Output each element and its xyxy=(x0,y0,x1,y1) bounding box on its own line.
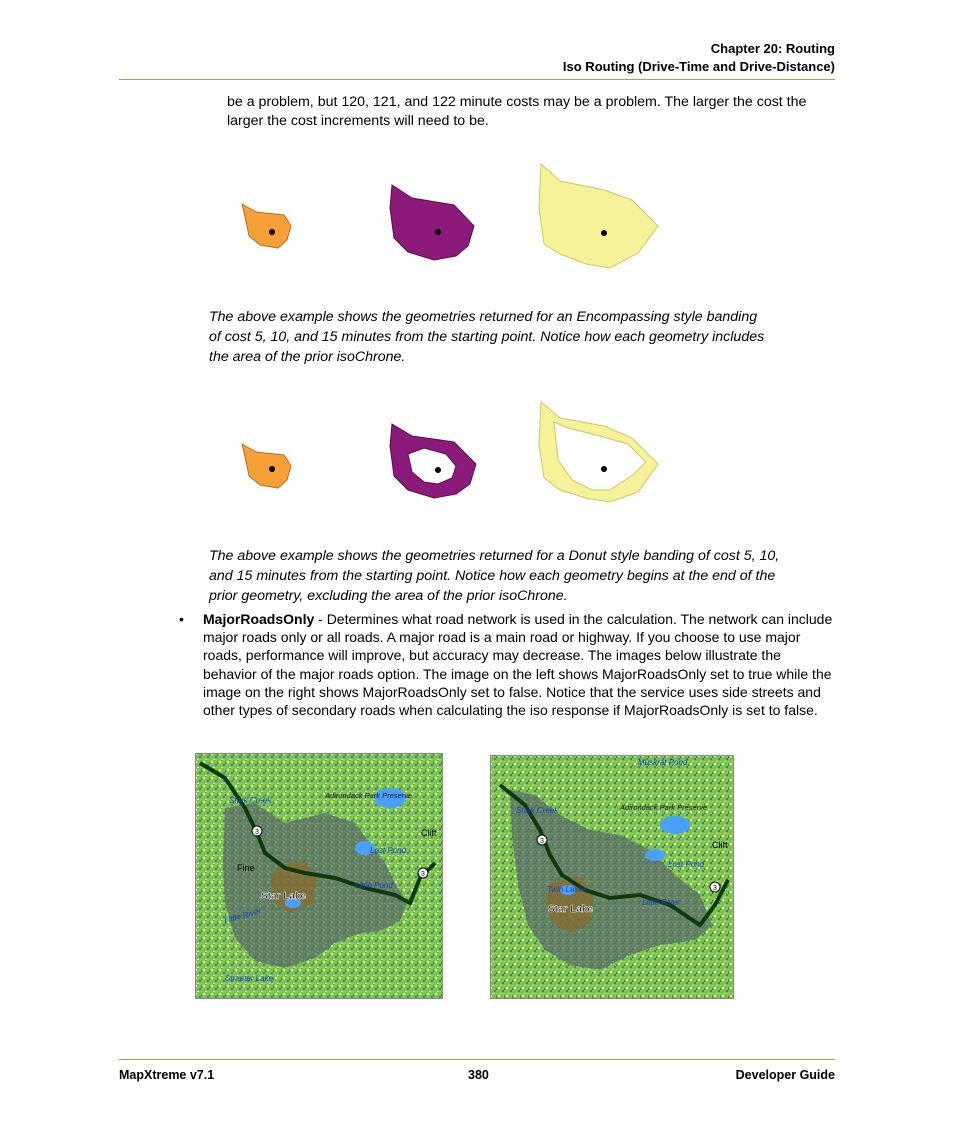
donut-band-10-polygon xyxy=(390,424,476,498)
footer-page-number: 380 xyxy=(468,1068,489,1082)
map-left-label-c: Clift xyxy=(421,828,437,838)
bullet-marker: • xyxy=(179,611,184,627)
map-major-roads-true xyxy=(195,753,443,999)
encompassing-figure xyxy=(230,158,670,274)
footer-product: MapXtreme v7.1 xyxy=(119,1068,215,1082)
map-right-label-e: Lost Pond xyxy=(668,860,705,869)
major-roads-description: - Determines what road network is used in the calculation. The network can include major roads only or all roads. A major road is a main road or highway. If you choose to use major roads, performance will improve, but accuracy may decrease. The images below illustrate the behavior of the major roads option. The image on the left shows MajorRoadsOnly set to true while the image on the right shows MajorRoadsOnly set to false. Notice that the service uses side streets and other types of secondary roads when calculating the iso response if MajorRoadsOnly is set to false. xyxy=(203,611,833,719)
donut-start-point-2 xyxy=(435,467,441,473)
map-left-label-a: Stark Creek xyxy=(229,796,272,805)
map-left-label-b: Adirondack Park Preserve xyxy=(325,791,413,800)
start-point-2 xyxy=(435,229,441,235)
band-15-polygon xyxy=(539,164,658,268)
map-left-label-i: Streeter Lake xyxy=(225,974,274,983)
map-left-label-d: Fine xyxy=(237,863,255,873)
start-point-3 xyxy=(601,230,607,236)
caption-encompassing: The above example shows the geometries returned for an Encompassing style banding of cost 5, 10, and 15 minutes from the starting point. Notice how each geometry includes the area of the prior isoChrone. xyxy=(209,309,765,365)
footer-guide: Developer Guide xyxy=(735,1068,835,1082)
donut-start-point-1 xyxy=(269,466,275,472)
map-right-label-c: Adirondack Park Preserve xyxy=(620,803,708,812)
map-left-label-e: Star Lake xyxy=(261,891,307,902)
route-marker-right-2: 3 xyxy=(713,885,717,892)
caption-donut: The above example shows the geometries returned for a Donut style banding of cost 5, 10, and 15 minutes from the starting point. Notice how each geometry begins at the end of the prior geometry, excluding the area of the prior isoChrone. xyxy=(209,548,780,604)
donut-start-point-3 xyxy=(601,466,607,472)
start-point-1 xyxy=(269,229,275,235)
route-marker-left-2: 3 xyxy=(421,871,425,878)
header-rule xyxy=(119,79,835,80)
map-right-label-g: Star Lake xyxy=(548,904,594,915)
chapter-title: Chapter 20: Routing xyxy=(710,41,835,56)
donut-figure xyxy=(230,398,670,502)
band-10-polygon xyxy=(390,185,474,260)
map-right-label-f: Twin Lakes xyxy=(547,885,587,894)
route-marker-right-1: 3 xyxy=(540,838,544,845)
footer-rule xyxy=(119,1059,835,1060)
band-5-polygon xyxy=(242,204,291,248)
donut-band-5-polygon xyxy=(242,444,291,488)
map-right-label-h: Little River xyxy=(642,898,680,907)
map-left-label-f: Little Pond xyxy=(355,881,393,890)
map-right-label-b: Stark Creek xyxy=(516,806,559,815)
map-right-label-a: Muskrat Pond xyxy=(638,758,688,767)
term-major-roads-only: MajorRoadsOnly xyxy=(203,611,315,627)
route-marker-left-1: 3 xyxy=(255,829,259,836)
map-left-label-g: Lost Pond xyxy=(370,846,407,855)
map-right-label-d: Clift xyxy=(712,840,728,850)
major-roads-paragraph xyxy=(203,610,835,719)
section-title: Iso Routing (Drive-Time and Drive-Distance) xyxy=(562,59,835,74)
donut-band-15-polygon xyxy=(539,402,658,502)
map-major-roads-false xyxy=(490,755,734,999)
intro-paragraph: be a problem, but 120, 121, and 122 minute costs may be a problem. The larger the cost the larger the cost increments will need to be. xyxy=(227,94,807,129)
map-left-label-h: Little River xyxy=(223,906,263,925)
